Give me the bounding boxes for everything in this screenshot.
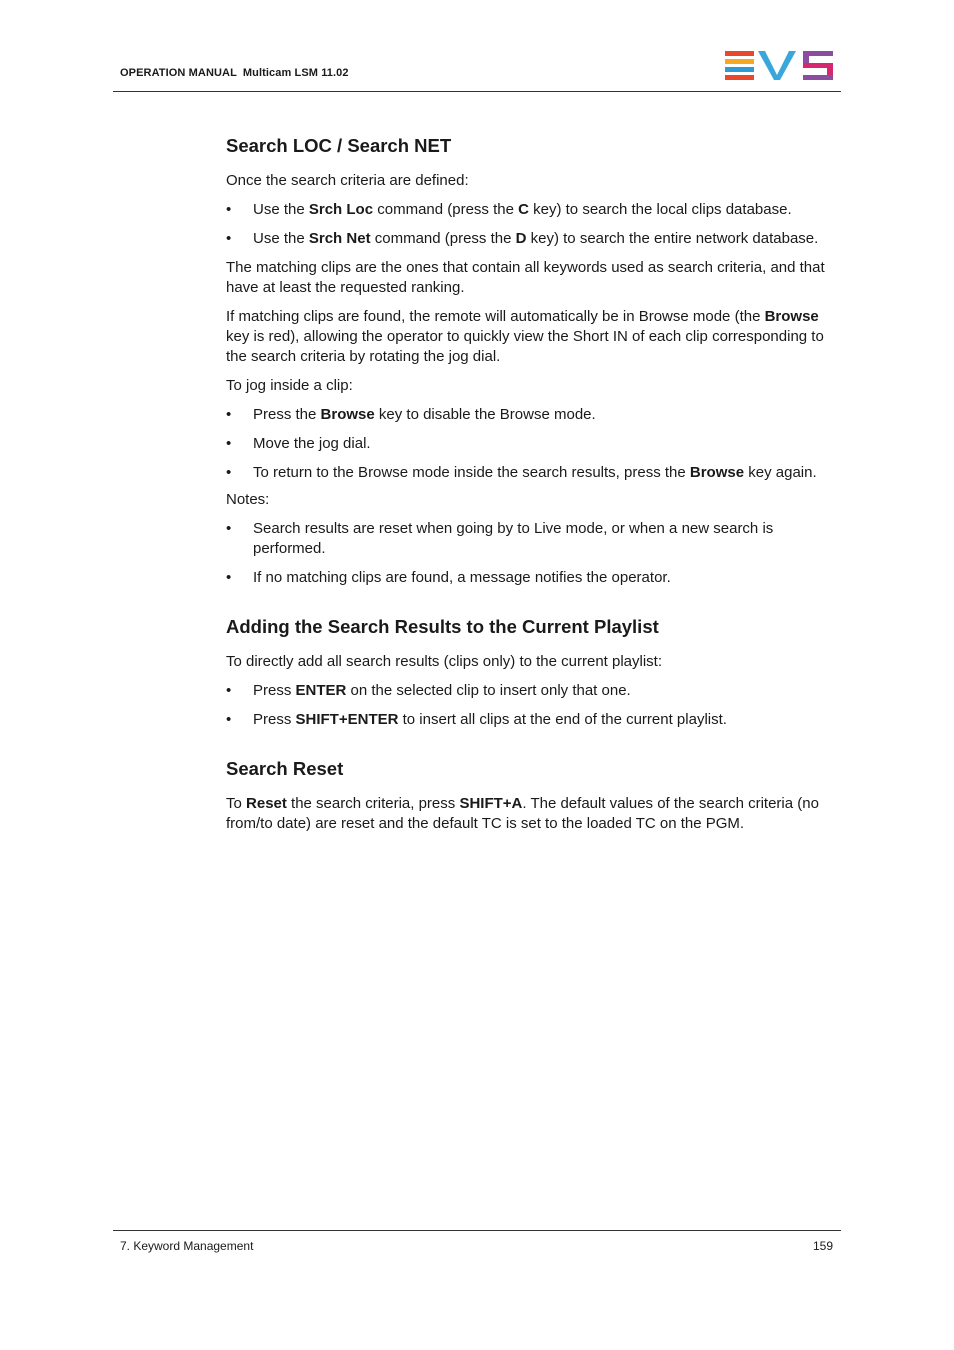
section-heading: Search LOC / Search NET xyxy=(226,135,452,156)
paragraph: If matching clips are found, the remote will automatically be in Browse mode (the Browse key is red), allowing the operator to quickly view the Short IN of each clip corresponding to the search criteria by rotating the jog dial. xyxy=(226,308,824,365)
bullet-list xyxy=(226,200,846,249)
list-item: • Use the Srch Net command (press the D key) to search the entire network database. xyxy=(226,229,846,249)
header-title xyxy=(120,67,349,79)
paragraph: To jog inside a clip: xyxy=(226,377,353,394)
notes-label: Notes: xyxy=(226,491,270,508)
list-item: • Press SHIFT+ENTER to insert all clips at the end of the current playlist. xyxy=(226,710,846,730)
list-item: • Move the jog dial. xyxy=(226,434,846,454)
paragraph: Once the search criteria are defined: xyxy=(226,172,469,189)
paragraph: To Reset the search criteria, press SHIFT+A. The default values of the search criteria (no from/to date) are reset and the default TC is set to the loaded TC on the PGM. xyxy=(226,795,819,832)
manual-label: OPERATION MANUAL xyxy=(120,67,237,79)
bullet-list xyxy=(226,681,846,730)
page-footer xyxy=(113,1230,841,1253)
paragraph: To directly add all search results (clips only) to the current playlist: xyxy=(226,653,663,670)
bullet-list xyxy=(226,405,846,483)
evs-logo xyxy=(725,51,835,81)
chapter-label: 7. Keyword Management xyxy=(120,1239,254,1253)
list-item: • Press ENTER on the selected clip to insert only that one. xyxy=(226,681,846,701)
page-number: 159 xyxy=(812,1239,833,1253)
page-content xyxy=(226,134,846,843)
product-label: Multicam LSM 11.02 xyxy=(242,67,349,79)
bullet-list xyxy=(226,519,846,588)
list-item: • Search results are reset when going by to Live mode, or when a new search is performed. xyxy=(226,519,846,559)
list-item: • To return to the Browse mode inside the search results, press the Browse key again. xyxy=(226,463,846,483)
list-item: • Press the Browse key to disable the Browse mode. xyxy=(226,405,846,425)
paragraph: The matching clips are the ones that contain all keywords used as search criteria, and that have at least the requested ranking. xyxy=(226,259,825,296)
list-item: • Use the Srch Loc command (press the C key) to search the local clips database. xyxy=(226,200,846,220)
page-header xyxy=(113,50,841,92)
list-item: • If no matching clips are found, a message notifies the operator. xyxy=(226,568,846,588)
section-heading: Search Reset xyxy=(226,758,344,779)
section-heading: Adding the Search Results to the Current Playlist xyxy=(226,616,659,637)
